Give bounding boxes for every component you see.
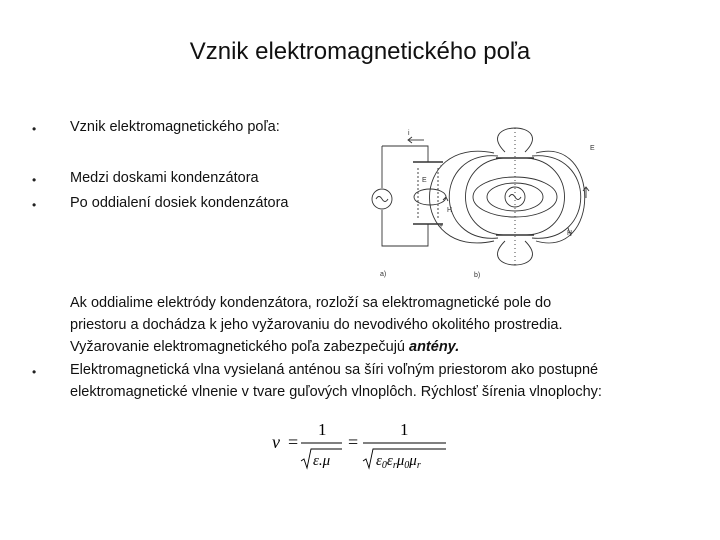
formula-equals: = [288, 432, 299, 452]
e-field-line [532, 156, 581, 239]
formula-denominator: ε.μ [313, 453, 331, 469]
paragraph-line: Elektromagnetická vlna vysielaná anténou sa šíri voľným priestorom ako postupné [70, 362, 599, 378]
capacitor-field-figure [368, 120, 608, 285]
formula-equals: = [348, 432, 359, 452]
bullet-marker: • [32, 198, 37, 212]
figure-labels [380, 130, 595, 279]
paragraph-line: elektromagnetické vlnenie v tvare guľových vlnoplôch. Rýchlosť šírenia vlnoplochy: [70, 384, 602, 400]
label-minus: - [440, 163, 443, 170]
paragraph-text: Vyžarovanie elektromagnetického poľa zabezpečujú [70, 339, 410, 355]
bullet-marker: • [32, 122, 37, 136]
bullet-marker: • [32, 173, 37, 187]
label-plus: + [439, 223, 444, 230]
e-field-line [527, 158, 565, 235]
circuit-wire [382, 146, 428, 152]
sine-icon [376, 197, 388, 202]
formula-eps: $\varepsilon_0\varepsilon_r\mu_0\mu_r$ [376, 453, 421, 471]
velocity-formula [268, 418, 458, 478]
label-current: i [408, 130, 410, 137]
slide-title: Vznik elektromagnetického poľa [189, 38, 531, 65]
label-h: H [567, 230, 573, 237]
label-part-b: b) [474, 272, 481, 279]
bullet-heading: Vznik elektromagnetického poľa: [70, 119, 280, 135]
circuit-wire [382, 210, 428, 246]
bullet-between-plates: Medzi doskami kondenzátora [70, 170, 259, 186]
antenna-emphasis: antény. [409, 339, 460, 355]
paragraph-line: priestoru a dochádza k jeho vyžarovaniu do nevodivého okolitého prostredia. [70, 317, 563, 333]
paragraph-line: Ak oddialime elektródy kondenzátora, rozloží sa elektromagnetické pole do [70, 295, 552, 311]
label-part-a: a) [380, 271, 387, 278]
bullet-marker: • [32, 365, 37, 379]
label-h: H [447, 207, 453, 214]
sine-icon [509, 195, 521, 200]
e-field-line [466, 158, 504, 235]
label-e: E [422, 177, 427, 184]
e-field-line [449, 156, 498, 239]
formula-numerator: 1 [400, 420, 409, 439]
paragraph-line [70, 337, 459, 357]
bullet-plates-apart: Po oddialení dosiek kondenzátora [70, 195, 289, 211]
formula-v: v [272, 432, 280, 452]
label-e: E [590, 145, 595, 152]
formula-numerator: 1 [318, 420, 327, 439]
